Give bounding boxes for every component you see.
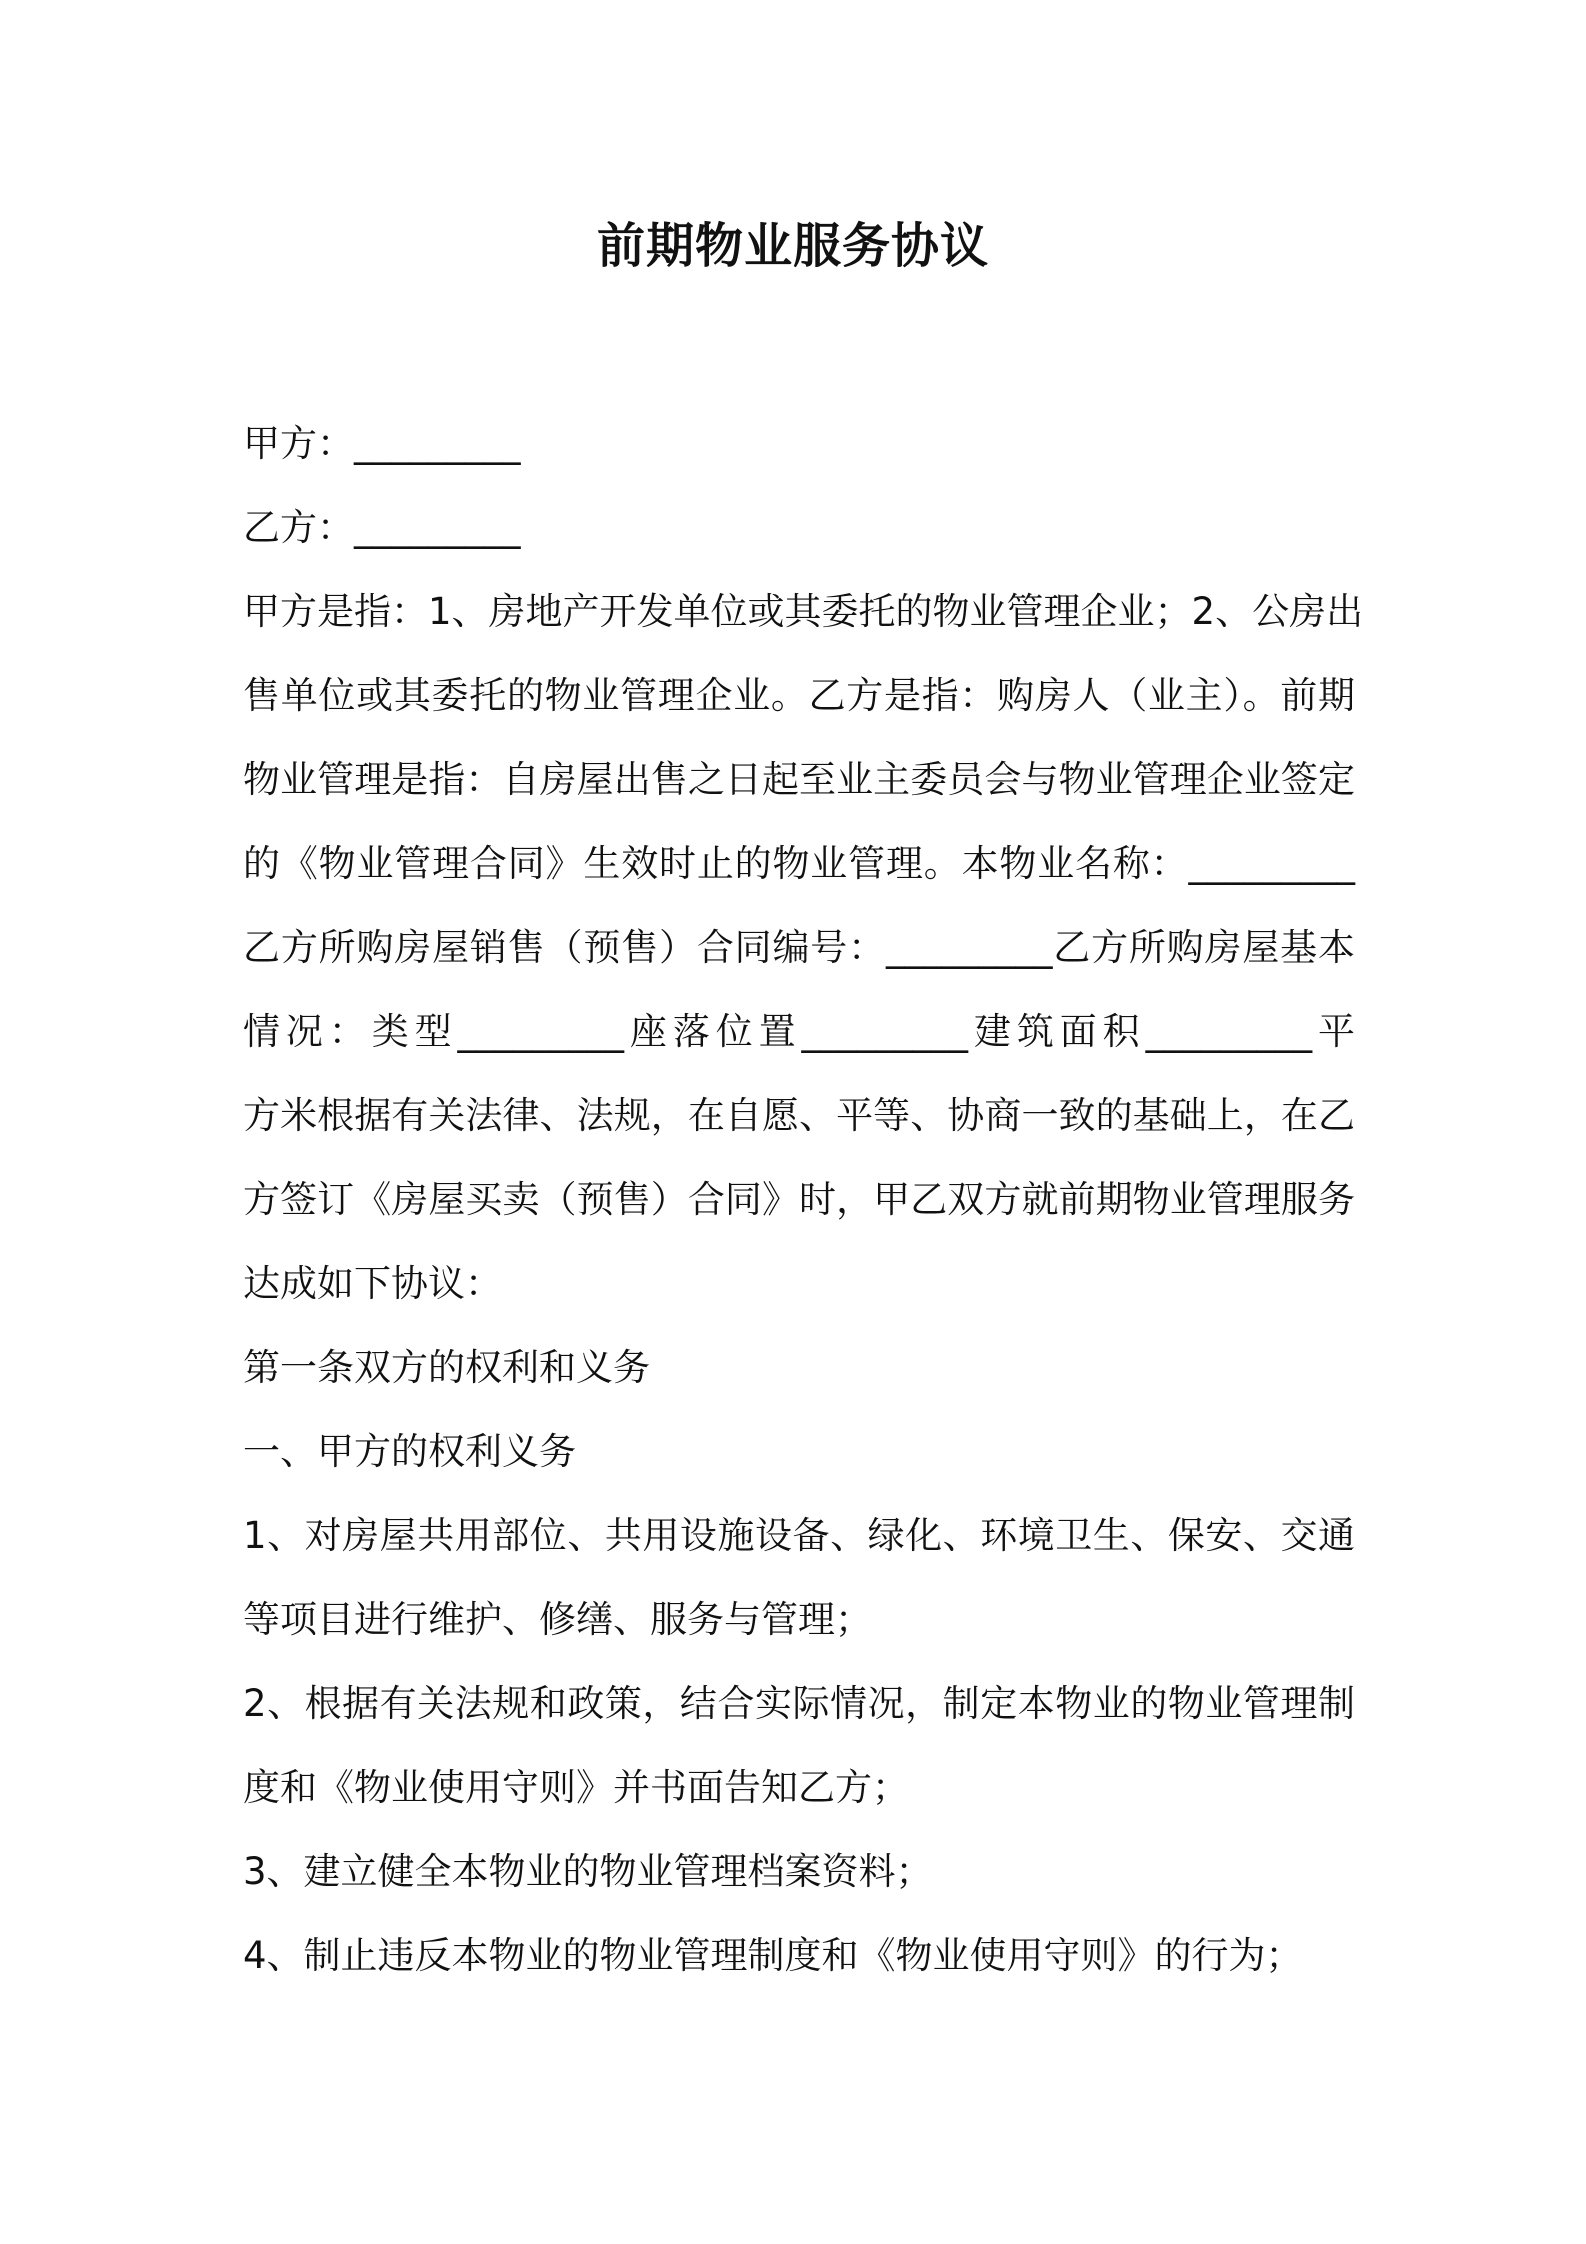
text-line: 乙方所购房屋销售（预售）合同编号：_________乙方所购房屋基本 (243, 926, 1355, 969)
text-line: 乙方：_________ (243, 506, 521, 549)
text-line: 4、制止违反本物业的物业管理制度和《物业使用守则》的行为； (243, 1934, 1303, 1977)
text-line: 方米根据有关法律、法规，在自愿、平等、协商一致的基础上，在乙 (243, 1094, 1355, 1137)
text-line: 甲方是指：1、房地产开发单位或其委托的物业管理企业；2、公房出 (243, 590, 1364, 633)
document-body (243, 402, 1364, 1998)
text-line: 甲方：_________ (243, 422, 521, 465)
text-line: 度和《物业使用守则》并书面告知乙方； (243, 1766, 909, 1809)
text-line: 2、根据有关法规和政策，结合实际情况，制定本物业的物业管理制 (243, 1682, 1355, 1725)
document-title: 前期物业服务协议 (596, 218, 989, 274)
text-line: 情况：类型_________座落位置_________建筑面积_________平 (243, 1010, 1355, 1053)
text-line: 方签订《房屋买卖（预售）合同》时，甲乙双方就前期物业管理服务 (243, 1178, 1355, 1221)
text-line: 的《物业管理合同》生效时止的物业管理。本物业名称：_________ (243, 842, 1355, 885)
text-line: 售单位或其委托的物业管理企业。乙方是指：购房人（业主）。前期 (243, 674, 1355, 717)
text-line: 一、甲方的权利义务 (243, 1430, 576, 1473)
text-line: 第一条双方的权利和义务 (243, 1346, 650, 1389)
text-line: 1、对房屋共用部位、共用设施设备、绿化、环境卫生、保安、交通 (243, 1514, 1355, 1557)
text-line: 3、建立健全本物业的物业管理档案资料； (243, 1850, 933, 1893)
text-line: 物业管理是指：自房屋出售之日起至业主委员会与物业管理企业签定 (243, 758, 1355, 801)
text-line: 达成如下协议： (243, 1262, 502, 1305)
text-line: 等项目进行维护、修缮、服务与管理； (243, 1598, 872, 1641)
